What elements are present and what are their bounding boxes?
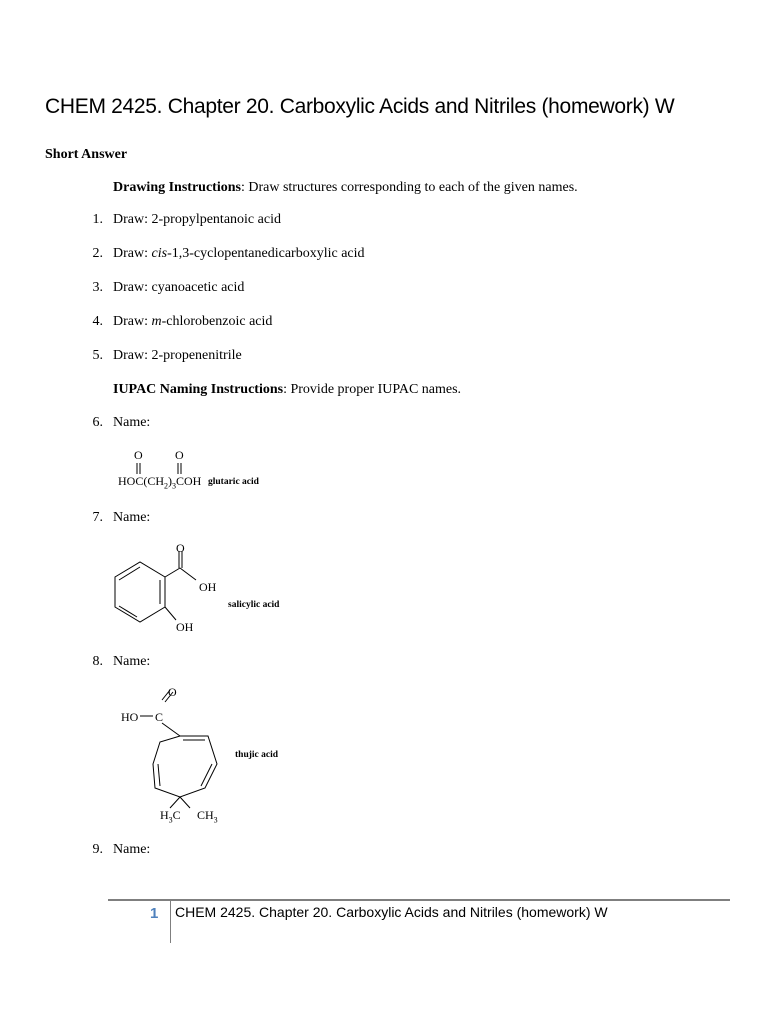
- formula-part: HOC(CH: [118, 474, 165, 488]
- glutaric-formula: [118, 474, 201, 490]
- formula-part: C: [172, 808, 181, 822]
- naming-instructions-text: : Provide proper IUPAC names.: [283, 382, 462, 397]
- question-3: [83, 280, 244, 296]
- formula-part: H: [160, 808, 169, 822]
- question-prefix: Draw:: [113, 314, 152, 329]
- question-italic: cis: [151, 246, 168, 261]
- question-label: Name:: [113, 654, 151, 669]
- question-9: [83, 842, 150, 858]
- drawing-instructions-label: Drawing Instructions: [113, 180, 241, 195]
- footer-text: CHEM 2425. Chapter 20. Carboxylic Acids and Nitriles (homework) W: [175, 904, 608, 920]
- hydroxyl-label: HO: [121, 710, 139, 724]
- question-prefix: Draw:: [113, 280, 152, 295]
- methyl-label: [160, 808, 181, 824]
- carbonyl-oxygen: O: [168, 685, 177, 699]
- carbonyl-oxygen: O: [176, 541, 185, 555]
- question-prefix: Draw:: [113, 348, 152, 363]
- question-text: 2-propylpentanoic acid: [151, 212, 281, 227]
- footer-rule: [108, 899, 730, 901]
- footer-divider: [170, 901, 171, 943]
- question-1: [83, 212, 281, 228]
- handwritten-answer-8: thujic acid: [235, 750, 279, 760]
- page-number: 1: [150, 905, 159, 922]
- question-text: -1,3-cyclopentanedicarboxylic acid: [167, 246, 365, 261]
- carbon-label: C: [155, 710, 164, 724]
- formula-subscript: 3: [213, 815, 218, 825]
- formula-part: CH: [197, 808, 214, 822]
- naming-instructions: [113, 382, 461, 398]
- question-number: 4.: [92, 314, 103, 329]
- question-8: [83, 654, 150, 670]
- question-number: 8.: [92, 654, 103, 669]
- carbonyl-oxygen: O: [134, 448, 143, 462]
- question-2: [83, 246, 365, 262]
- question-number: 5.: [92, 348, 103, 363]
- question-number: 1.: [92, 212, 103, 227]
- question-number: 7.: [92, 510, 103, 525]
- naming-instructions-label: IUPAC Naming Instructions: [113, 382, 284, 397]
- question-text: -chlorobenzoic acid: [161, 314, 273, 329]
- section-heading: Short Answer: [45, 147, 128, 162]
- hydroxyl-label: OH: [199, 580, 217, 594]
- handwritten-answer-7: salicylic acid: [228, 600, 280, 610]
- handwritten-answer-6: glutaric acid: [208, 477, 259, 487]
- question-number: 6.: [92, 415, 103, 430]
- cycloheptatriene-ring: [120, 680, 240, 810]
- question-text: cyanoacetic acid: [151, 280, 245, 295]
- hydroxyl-label: OH: [176, 620, 194, 634]
- question-number: 9.: [92, 842, 103, 857]
- question-5: [83, 348, 242, 364]
- formula-subscript: 2: [164, 481, 169, 491]
- formula-part: ): [168, 474, 173, 488]
- page-title: CHEM 2425. Chapter 20. Carboxylic Acids and Nitriles (homework) W: [45, 95, 675, 118]
- formula-part: COH: [176, 474, 202, 488]
- formula-subscript: 3: [172, 481, 177, 491]
- question-prefix: Draw:: [113, 212, 152, 227]
- carbonyl-oxygen: O: [175, 448, 184, 462]
- drawing-instructions-text: : Draw structures corresponding to each of the given names.: [240, 180, 578, 195]
- methyl-label: [197, 808, 218, 824]
- question-number: 3.: [92, 280, 103, 295]
- question-7: [83, 510, 150, 526]
- formula-subscript: 3: [168, 815, 173, 825]
- question-4: [83, 314, 272, 330]
- question-number: 2.: [92, 246, 103, 261]
- question-6: [83, 415, 150, 431]
- question-label: Name:: [113, 415, 151, 430]
- drawing-instructions: [113, 180, 578, 196]
- question-prefix: Draw:: [113, 246, 152, 261]
- question-italic: m: [151, 314, 162, 329]
- benzene-ring: [110, 550, 210, 630]
- question-text: 2-propenenitrile: [151, 348, 242, 363]
- question-label: Name:: [113, 842, 151, 857]
- question-label: Name:: [113, 510, 151, 525]
